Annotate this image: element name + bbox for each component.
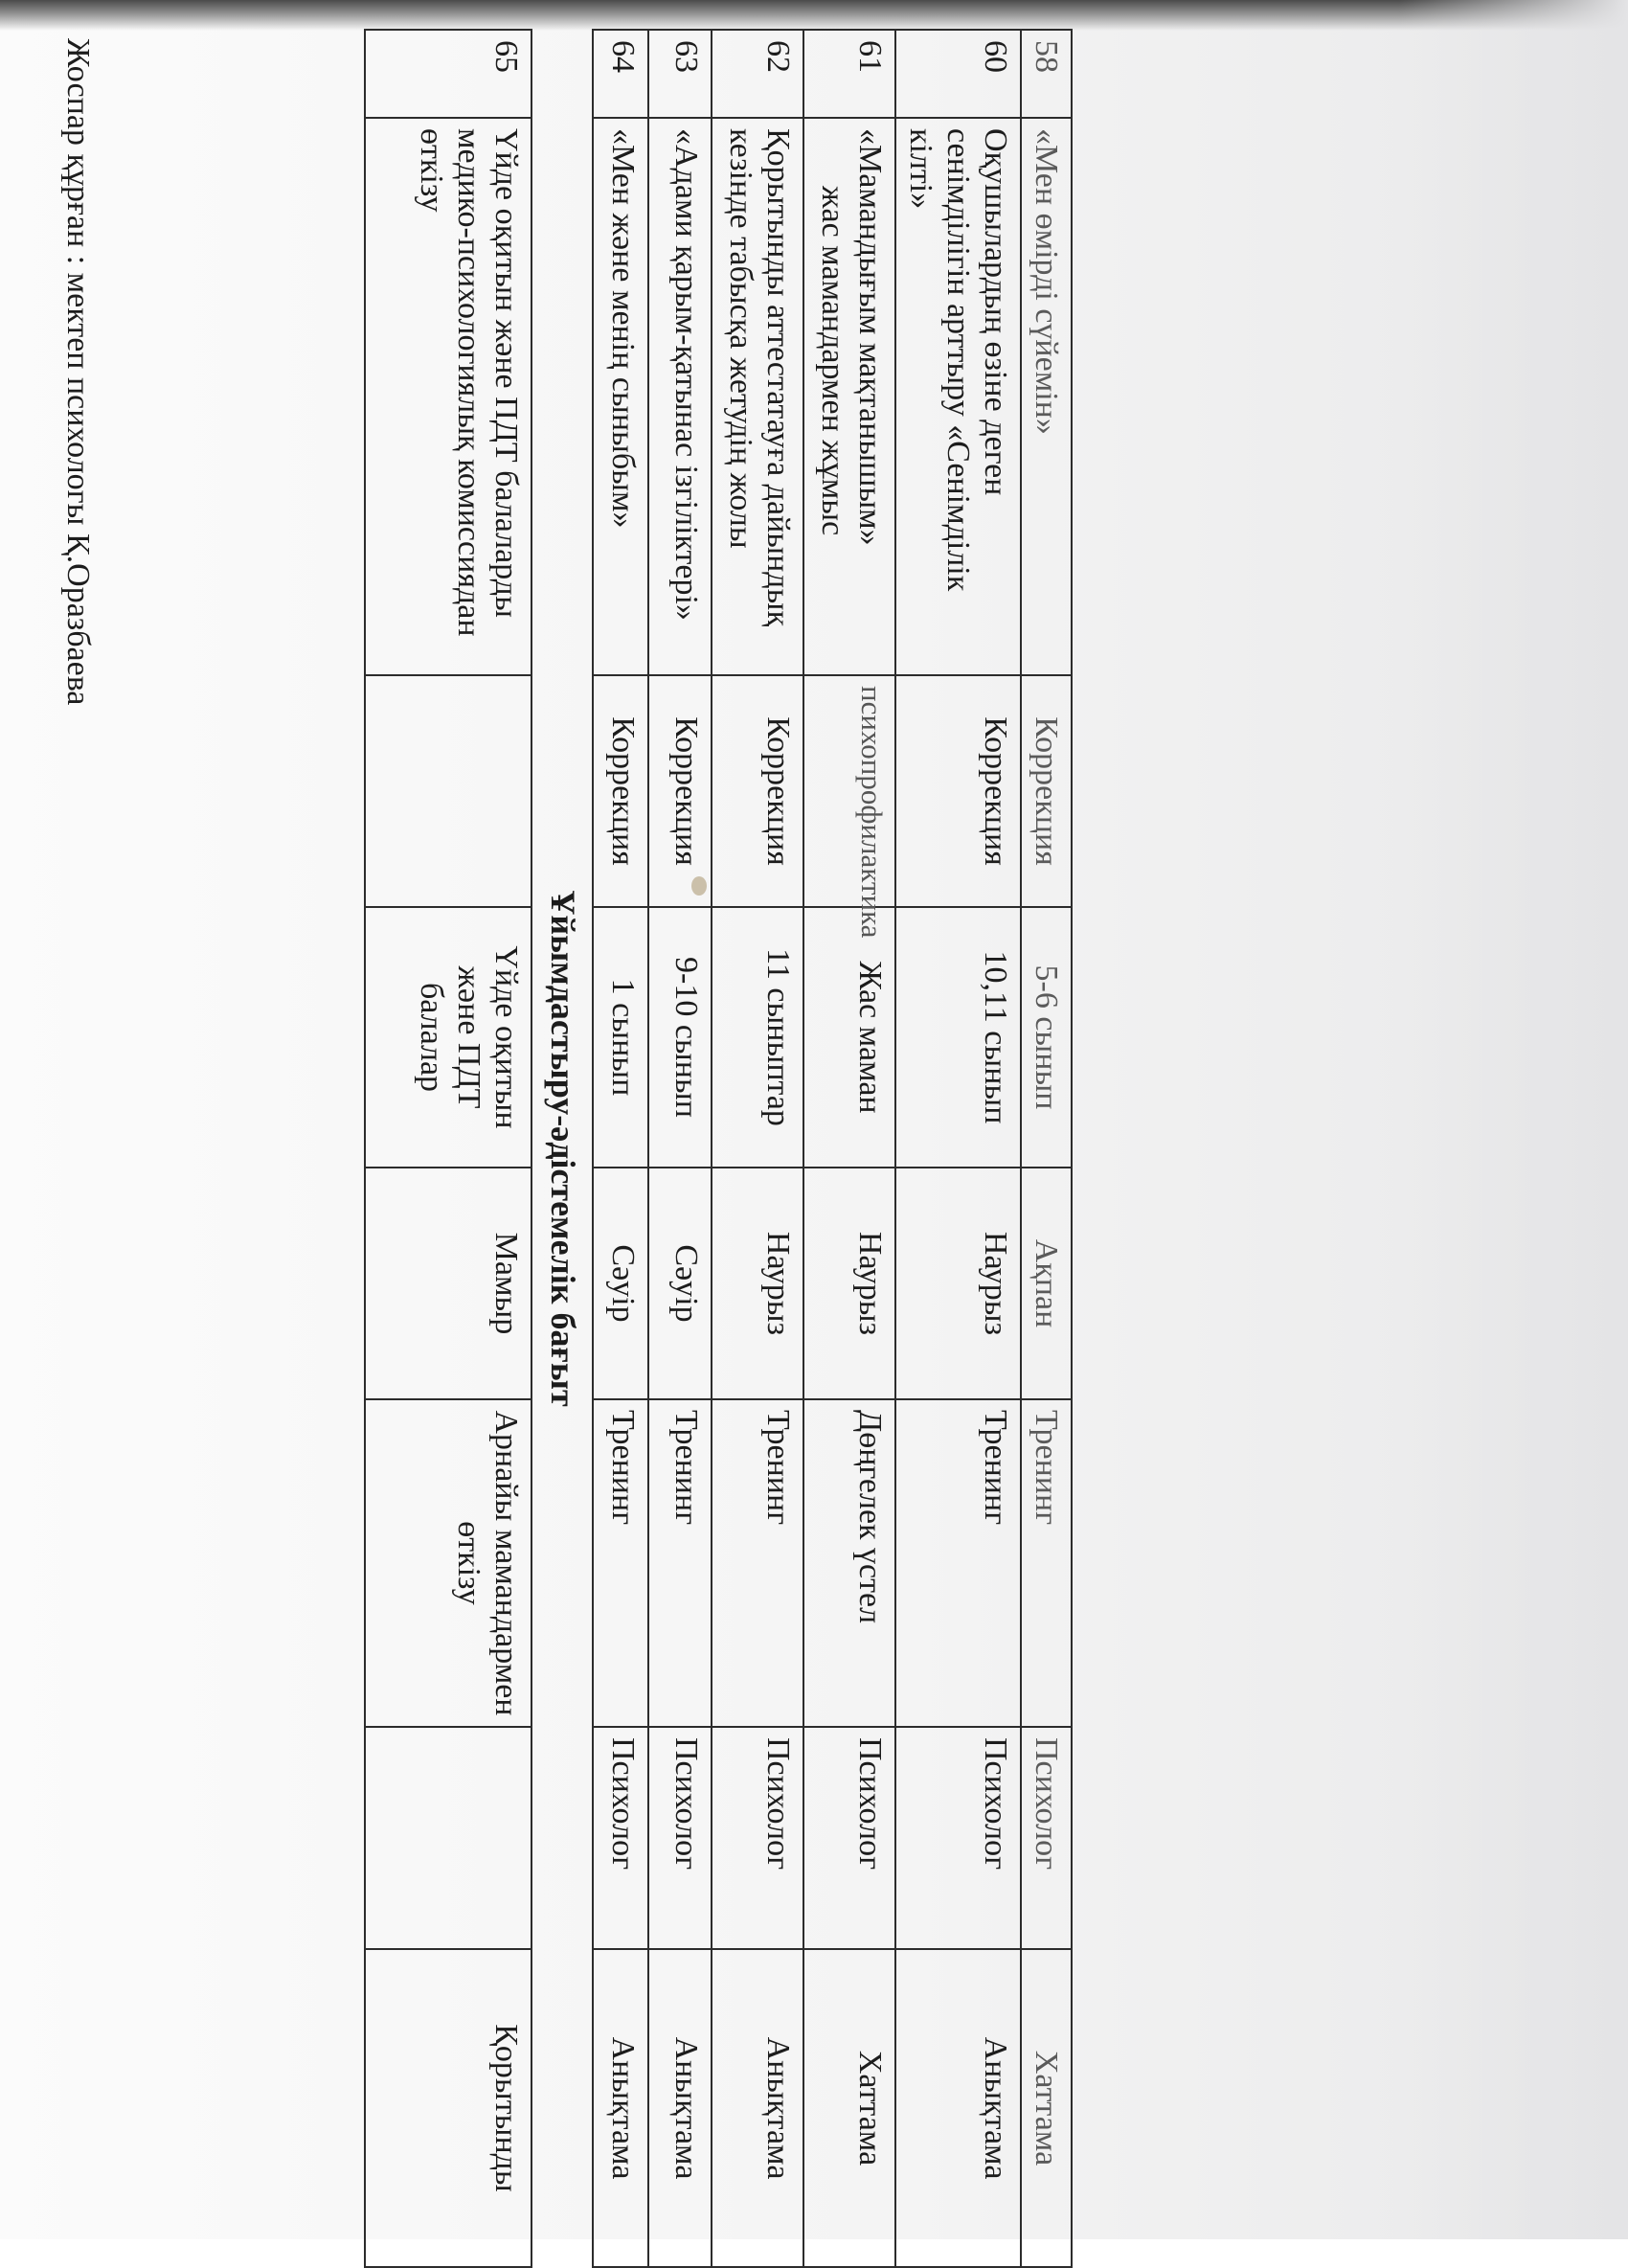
cell-type: Коррекция <box>712 675 803 907</box>
cell-num: 65 <box>365 30 531 118</box>
cell-form: Арнайы мамандармен өткізу <box>365 1399 531 1727</box>
cell-name: «Адами қарым-қатынас ізгіліктері» <box>648 118 712 675</box>
cell-num: 61 <box>803 30 895 118</box>
cell-audience: Жас маман <box>803 907 895 1168</box>
section-title: Ұйымдастыру-әдістемелік бағыт <box>531 30 592 2267</box>
signature-line: Жоспар құрған : мектеп психологы Қ.Оразбаева <box>60 38 96 706</box>
cell-result: Хаттама <box>1021 1949 1072 2267</box>
cell-num: 58 <box>1021 30 1072 118</box>
scan-shading <box>1398 0 1628 2239</box>
plan-table <box>364 29 1073 2268</box>
cell-month: Наурыз <box>712 1168 803 1399</box>
rotated-document <box>19 29 1073 2193</box>
cell-name: «Мен өмірді сүйемін» <box>1021 118 1072 675</box>
cell-type: Коррекция <box>648 675 712 907</box>
table-row-60 <box>895 30 1021 2267</box>
cell-type <box>365 675 531 907</box>
table-row-61 <box>803 30 895 2267</box>
cell-result: Анықтама <box>593 1949 648 2267</box>
cell-month: Мамыр <box>365 1168 531 1399</box>
cell-name <box>803 118 895 675</box>
cell-name-sub: жас мамандармен жұмыс <box>814 186 850 536</box>
cell-responsible: Психолог <box>895 1727 1021 1949</box>
cell-num: 63 <box>648 30 712 118</box>
cell-form: Тренинг <box>648 1399 712 1727</box>
table-row-58 <box>1021 30 1072 2267</box>
cell-form: Тренинг <box>895 1399 1021 1727</box>
cell-name: Қорытынды аттестатауға дайындық кезінде табысқа жетудің жолы <box>712 118 803 675</box>
cell-responsible <box>365 1727 531 1949</box>
cell-responsible: Психолог <box>712 1727 803 1949</box>
cell-audience: 1 сынып <box>593 907 648 1168</box>
table-row-63 <box>648 30 712 2267</box>
cell-audience: 5-6 сынып <box>1021 907 1072 1168</box>
cell-form: Дөңгелек үстел <box>803 1399 895 1727</box>
cell-audience: 9-10 сынып <box>648 907 712 1168</box>
cell-result: Анықтама <box>712 1949 803 2267</box>
cell-num: 62 <box>712 30 803 118</box>
cell-type: Коррекция <box>593 675 648 907</box>
cell-audience: 10,11 сынып <box>895 907 1021 1168</box>
cell-form: Тренинг <box>712 1399 803 1727</box>
cell-responsible: Психолог <box>648 1727 712 1949</box>
table-row-65 <box>365 30 531 2267</box>
cell-num: 60 <box>895 30 1021 118</box>
cell-form: Тренинг <box>1021 1399 1072 1727</box>
cell-name: «Мен және менің сыныбым» <box>593 118 648 675</box>
cell-responsible: Психолог <box>1021 1727 1072 1949</box>
cell-type: Коррекция <box>895 675 1021 907</box>
cell-month: Ақпан <box>1021 1168 1072 1399</box>
cell-name: Үйде оқитын және ПДТ балаларды медико-психологиялық комиссиядан өткізу <box>365 118 531 675</box>
cell-name-main: «Мамандығым мақтанышым» <box>851 128 888 546</box>
cell-responsible: Психолог <box>593 1727 648 1949</box>
cell-result: Қорытынды <box>365 1949 531 2267</box>
cell-responsible: Психолог <box>803 1727 895 1949</box>
cell-form: Тренинг <box>593 1399 648 1727</box>
cell-type: психопрофилактика <box>803 675 895 907</box>
cell-result: Хаттама <box>803 1949 895 2267</box>
cell-num: 64 <box>593 30 648 118</box>
scan-edge-shadow <box>0 0 1628 31</box>
table-row-64 <box>593 30 648 2267</box>
cell-result: Анықтама <box>648 1949 712 2267</box>
cell-month: Наурыз <box>803 1168 895 1399</box>
cell-type: Коррекция <box>1021 675 1072 907</box>
table-row-62 <box>712 30 803 2267</box>
cell-month: Сәуір <box>593 1168 648 1399</box>
cell-audience: Үйде оқитын және ПДТ балалар <box>365 907 531 1168</box>
cell-audience: 11 сыныптар <box>712 907 803 1168</box>
cell-month: Сәуір <box>648 1168 712 1399</box>
cell-month: Наурыз <box>895 1168 1021 1399</box>
section-row <box>531 30 592 2267</box>
cell-result: Анықтама <box>895 1949 1021 2267</box>
cell-name: Оқушылардың өзіне деген сенімділігін арттыру «Сенімділік кілті» <box>895 118 1021 675</box>
